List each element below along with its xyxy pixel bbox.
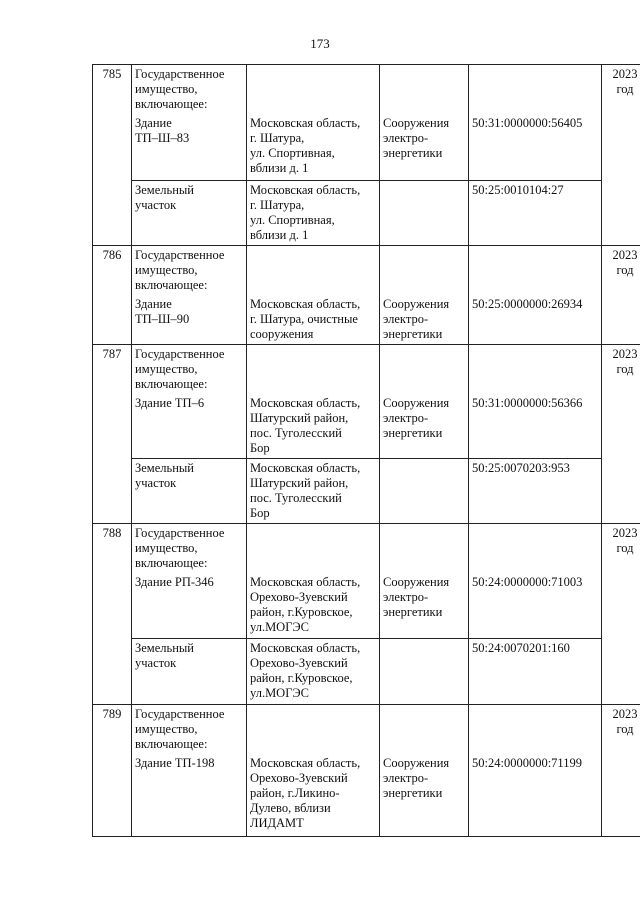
item-cadastral-number: [469, 573, 602, 639]
item-name-text: Здание ТП-198: [135, 756, 215, 770]
item-address: [247, 754, 380, 836]
entry-item-row: [93, 394, 640, 459]
item-cadastral-number-text: 50:24:0000000:71003: [472, 574, 583, 589]
item-cadastral-number: [469, 295, 602, 345]
item-cadastral-number-text: 50:31:0000000:56405: [472, 116, 583, 130]
entry-header-text: Государственное имущество, включающее:: [135, 346, 225, 391]
item-address-text: Московская область, г. Шатура, ул. Спортивная, вблизи д. 1: [250, 182, 361, 242]
entry-year-text: 2023 год: [612, 247, 638, 277]
item-purpose: [380, 639, 469, 705]
entry-number: [93, 523, 132, 705]
entry-year-text: 2023 год: [612, 525, 638, 555]
entry-item-row: [93, 114, 640, 180]
item-name-text: Земельный участок: [135, 460, 194, 490]
item-name-text: Здание ТП–6: [135, 395, 205, 410]
entry-number-text: 789: [102, 707, 122, 721]
item-cadastral-number: [469, 394, 602, 459]
item-address-text: Московская область, Орехово-Зуевский район, г.Куровское, ул.МОГЭС: [250, 574, 361, 634]
entry-number: [93, 344, 132, 523]
item-purpose: [380, 114, 469, 180]
item-purpose-text: Сооружения электро- энергетики: [383, 116, 450, 160]
entry-year: [602, 344, 640, 523]
item-purpose: [380, 394, 469, 459]
item-name-text: Здание РП-346: [135, 574, 214, 589]
item-cadastral-number: [469, 180, 602, 245]
entry-cadastral-empty: [469, 705, 602, 755]
item-purpose-text: Сооружения электро- энергетики: [383, 756, 450, 800]
entry-header: [132, 705, 247, 755]
entry-address-empty: [247, 705, 380, 755]
property-table: [92, 64, 640, 837]
item-cadastral-number-text: 50:25:0070203:953: [472, 460, 570, 475]
entry-cadastral-empty: [469, 523, 602, 573]
entry-address-empty: [247, 65, 380, 115]
entry-year-text: 2023 год: [612, 67, 638, 96]
item-purpose-text: Сооружения электро- энергетики: [383, 296, 450, 341]
entry-number-text: 788: [102, 525, 122, 540]
entry-year: [602, 523, 640, 705]
item-purpose-text: Сооружения электро- энергетики: [383, 395, 450, 440]
item-name: [132, 639, 247, 705]
entry-item-row: [93, 573, 640, 639]
item-cadastral-number-text: 50:25:0000000:26934: [472, 296, 583, 311]
item-name-text: Земельный участок: [135, 182, 194, 212]
entry-header-row: [93, 344, 640, 394]
item-purpose: [380, 458, 469, 523]
entry-purpose-empty: [380, 705, 469, 755]
entry-header-row: [93, 523, 640, 573]
item-address: [247, 114, 380, 180]
entry-header: [132, 344, 247, 394]
property-table-body: [93, 65, 640, 837]
item-cadastral-number: [469, 754, 602, 836]
item-purpose: [380, 754, 469, 836]
item-address: [247, 180, 380, 245]
item-address: [247, 394, 380, 459]
entry-header-row: [93, 65, 640, 115]
entry-purpose-empty: [380, 245, 469, 295]
item-name: [132, 394, 247, 459]
entry-number: [93, 65, 132, 246]
item-address: [247, 458, 380, 523]
page-number: 173: [310, 36, 330, 51]
item-address-text: Московская область, г. Шатура, очистные сооружения: [250, 296, 361, 341]
item-purpose: [380, 295, 469, 345]
item-address-text: Московская область, Орехово-Зуевский район, г.Ликино- Дулево, вблизи ЛИДАМТ: [250, 756, 361, 830]
entry-year-text: 2023 год: [612, 707, 638, 736]
entry-number: [93, 705, 132, 837]
item-cadastral-number: [469, 639, 602, 705]
entry-item-row: [93, 639, 640, 705]
entry-cadastral-empty: [469, 344, 602, 394]
entry-number-text: 787: [102, 346, 122, 361]
item-cadastral-number: [469, 458, 602, 523]
item-address-text: Московская область, Шатурский район, пос. Туголесский Бор: [250, 460, 361, 520]
item-address: [247, 639, 380, 705]
item-name: [132, 573, 247, 639]
entry-header-text: Государственное имущество, включающее:: [135, 707, 225, 751]
item-name-text: Здание ТП–Ш–83: [135, 116, 190, 145]
entry-header-text: Государственное имущество, включающее:: [135, 67, 225, 111]
entry-header: [132, 523, 247, 573]
item-name: [132, 114, 247, 180]
item-name: [132, 295, 247, 345]
entry-cadastral-empty: [469, 65, 602, 115]
entry-item-row: [93, 754, 640, 836]
entry-header-row: [93, 245, 640, 295]
item-address: [247, 573, 380, 639]
item-purpose: [380, 180, 469, 245]
entry-address-empty: [247, 523, 380, 573]
entry-year: [602, 65, 640, 246]
entry-year-text: 2023 год: [612, 346, 638, 376]
entry-header: [132, 245, 247, 295]
entry-cadastral-empty: [469, 245, 602, 295]
entry-year: [602, 245, 640, 344]
entry-number: [93, 245, 132, 344]
item-address-text: Московская область, г. Шатура, ул. Спортивная, вблизи д. 1: [250, 116, 361, 175]
entry-header-row: [93, 705, 640, 755]
item-address: [247, 295, 380, 345]
item-name: [132, 458, 247, 523]
entry-year: [602, 705, 640, 837]
entry-item-row: [93, 180, 640, 245]
entry-address-empty: [247, 344, 380, 394]
item-cadastral-number-text: 50:25:0010104:27: [472, 182, 564, 197]
entry-number-text: 786: [102, 247, 122, 262]
item-purpose-text: Сооружения электро- энергетики: [383, 574, 450, 619]
entry-number-text: 785: [102, 67, 122, 81]
entry-header: [132, 65, 247, 115]
item-purpose: [380, 573, 469, 639]
item-name: [132, 180, 247, 245]
item-cadastral-number-text: 50:24:0000000:71199: [472, 756, 582, 770]
item-address-text: Московская область, Орехово-Зуевский район, г.Куровское, ул.МОГЭС: [250, 641, 361, 700]
item-address-text: Московская область, Шатурский район, пос. Туголесский Бор: [250, 395, 361, 455]
item-cadastral-number-text: 50:31:0000000:56366: [472, 395, 583, 410]
entry-item-row: [93, 295, 640, 345]
entry-header-text: Государственное имущество, включающее:: [135, 247, 225, 292]
item-name-text: Здание ТП–Ш–90: [135, 296, 190, 326]
entry-header-text: Государственное имущество, включающее:: [135, 525, 225, 570]
entry-purpose-empty: [380, 65, 469, 115]
entry-item-row: [93, 458, 640, 523]
item-name: [132, 754, 247, 836]
entry-purpose-empty: [380, 523, 469, 573]
item-name-text: Земельный участок: [135, 641, 194, 670]
entry-purpose-empty: [380, 344, 469, 394]
item-cadastral-number: [469, 114, 602, 180]
item-cadastral-number-text: 50:24:0070201:160: [472, 641, 570, 655]
entry-address-empty: [247, 245, 380, 295]
